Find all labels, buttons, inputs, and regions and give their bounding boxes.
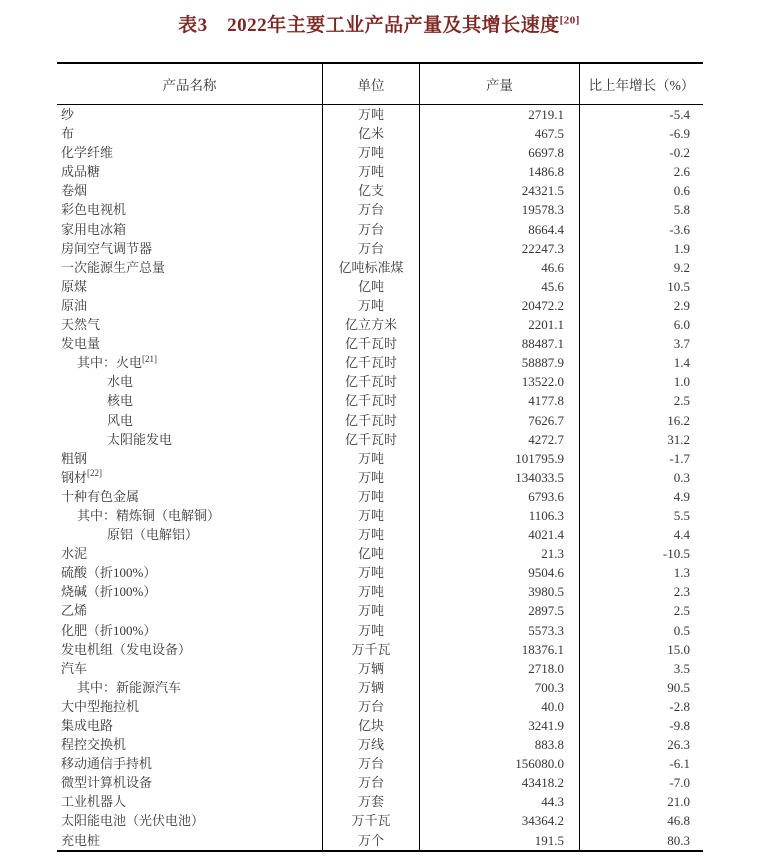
table-row <box>57 582 703 601</box>
cell-growth: 2.5 <box>673 603 690 619</box>
table-row <box>57 372 703 391</box>
product-name-text: 彩色电视机 <box>61 202 127 218</box>
table-row <box>57 621 703 640</box>
cell-unit: 万个 <box>323 831 420 850</box>
table-row <box>57 468 703 487</box>
cell-unit: 亿吨标准煤 <box>323 258 420 277</box>
header-unit: 单位 <box>323 64 420 104</box>
cell-product-name <box>57 811 323 830</box>
cell-product-name <box>57 296 323 315</box>
cell-product-name <box>57 792 323 811</box>
table-row <box>57 220 703 239</box>
cell-output: 88487.1 <box>420 334 580 353</box>
cell-product-name <box>57 659 323 678</box>
table-row <box>57 334 703 353</box>
cell-unit: 亿米 <box>323 124 420 143</box>
product-name-text: 其中：新能源汽车 <box>77 679 182 695</box>
page-title <box>0 10 758 37</box>
product-name-text: 集成电路 <box>61 718 114 733</box>
product-name-text: 核电 <box>107 393 134 409</box>
cell-unit: 万吨 <box>323 105 420 124</box>
product-name-text: 水泥 <box>61 546 88 562</box>
product-name-text: 乙烯 <box>61 603 88 619</box>
cell-growth: 10.5 <box>667 278 690 294</box>
cell-unit: 万吨 <box>323 563 420 582</box>
product-name-text: 房间空气调节器 <box>61 240 153 256</box>
cell-output: 22247.3 <box>420 239 580 258</box>
product-name-text: 移动通信手持机 <box>61 756 153 772</box>
table-row <box>57 831 703 850</box>
cell-growth: 5.5 <box>673 507 690 523</box>
cell-product-name <box>57 678 323 697</box>
table-row <box>57 449 703 468</box>
cell-unit: 亿千瓦时 <box>323 411 420 430</box>
cell-unit: 万吨 <box>323 449 420 468</box>
cell-product-name <box>57 449 323 468</box>
table-row <box>57 563 703 582</box>
table-row <box>57 487 703 506</box>
cell-output: 2719.1 <box>420 105 580 124</box>
cell-output: 467.5 <box>420 124 580 143</box>
cell-output: 3980.5 <box>420 582 580 601</box>
cell-growth: 5.8 <box>673 202 690 218</box>
cell-product-name: 钢材 [22] <box>57 468 323 487</box>
product-name-text: 家用电冰箱 <box>61 221 127 237</box>
cell-growth: -10.5 <box>662 546 690 562</box>
cell-output: 21.3 <box>420 544 580 563</box>
cell-output: 101795.9 <box>420 449 580 468</box>
product-name-text: 微型计算机设备 <box>61 775 153 791</box>
cell-growth: 2.3 <box>673 584 690 600</box>
cell-growth: -0.2 <box>669 145 690 161</box>
cell-unit: 亿千瓦时 <box>323 430 420 449</box>
cell-output: 18376.1 <box>420 640 580 659</box>
cell-output: 8664.4 <box>420 220 580 239</box>
cell-output: 700.3 <box>420 678 580 697</box>
product-name-text: 发电量 <box>61 336 101 352</box>
cell-output: 44.3 <box>420 792 580 811</box>
table-row <box>57 659 703 678</box>
product-name-text: 充电桩 <box>61 832 101 848</box>
cell-product-name <box>57 200 323 219</box>
cell-product-name <box>57 563 323 582</box>
product-name-text: 原煤 <box>61 278 88 294</box>
table-body <box>57 105 703 850</box>
cell-unit: 万台 <box>323 200 420 219</box>
cell-output: 6793.6 <box>420 487 580 506</box>
cell-unit: 万吨 <box>323 506 420 525</box>
cell-unit: 万吨 <box>323 162 420 181</box>
cell-output: 5573.3 <box>420 621 580 640</box>
cell-growth: 16.2 <box>667 412 690 428</box>
cell-growth: 4.4 <box>673 527 690 543</box>
cell-growth: 15.0 <box>667 641 690 657</box>
cell-product-name <box>57 143 323 162</box>
cell-growth: -7.0 <box>669 775 690 791</box>
table-row <box>57 258 703 277</box>
cell-output: 45.6 <box>420 277 580 296</box>
cell-unit: 万辆 <box>323 659 420 678</box>
cell-growth: 1.9 <box>673 240 690 256</box>
table-row <box>57 239 703 258</box>
cell-product-name <box>57 831 323 850</box>
cell-unit: 亿立方米 <box>323 315 420 334</box>
cell-product-name <box>57 544 323 563</box>
cell-growth: 3.5 <box>673 660 690 676</box>
cell-growth: 0.3 <box>673 469 690 485</box>
cell-output: 40.0 <box>420 697 580 716</box>
cell-unit: 万台 <box>323 773 420 792</box>
cell-product-name <box>57 773 323 792</box>
cell-growth: 9.2 <box>673 259 690 275</box>
cell-unit: 亿吨 <box>323 544 420 563</box>
table-row <box>57 105 703 124</box>
table-row <box>57 143 703 162</box>
table-row <box>57 811 703 830</box>
product-name-text: 纱 <box>61 107 75 122</box>
cell-growth: 46.8 <box>667 813 690 829</box>
cell-output: 3241.9 <box>420 716 580 735</box>
product-name-text: 钢材 <box>61 469 88 485</box>
cell-product-name <box>57 430 323 449</box>
product-name-text: 风电 <box>107 412 134 428</box>
cell-output: 2718.0 <box>420 659 580 678</box>
product-name-text: 化学纤维 <box>61 145 114 161</box>
cell-product-name <box>57 525 323 544</box>
cell-output: 2897.5 <box>420 601 580 620</box>
cell-growth: 31.2 <box>667 431 690 447</box>
product-name-text: 太阳能电池（光伏电池） <box>61 813 205 829</box>
product-name-text: 布 <box>61 126 75 142</box>
cell-output: 7626.7 <box>420 411 580 430</box>
cell-product-name <box>57 411 323 430</box>
product-name-text: 一次能源生产总量 <box>61 259 166 275</box>
cell-unit: 亿支 <box>323 181 420 200</box>
product-name-text: 发电机组（发电设备） <box>61 641 192 657</box>
cell-product-name <box>57 334 323 353</box>
table-row <box>57 124 703 143</box>
product-name-text: 原油 <box>61 297 88 313</box>
product-name-text: 天然气 <box>61 317 101 333</box>
cell-product-name <box>57 716 323 735</box>
cell-growth: -3.6 <box>669 221 690 237</box>
product-name-text: 太阳能发电 <box>107 431 173 447</box>
cell-growth: 4.9 <box>673 488 690 504</box>
cell-product-name <box>57 105 323 124</box>
cell-unit: 万吨 <box>323 582 420 601</box>
cell-output: 4177.8 <box>420 391 580 410</box>
product-name-text: 十种有色金属 <box>61 488 140 504</box>
header-growth: 比上年增长（%） <box>588 78 695 93</box>
table-row <box>57 754 703 773</box>
cell-growth: 3.7 <box>673 336 690 352</box>
header-product-name: 产品名称 <box>57 64 323 104</box>
cell-unit: 亿吨 <box>323 277 420 296</box>
table-row <box>57 601 703 620</box>
cell-output: 13522.0 <box>420 372 580 391</box>
page-title-text: 表3 2022年主要工业产品产量及其增长速度 <box>178 15 560 36</box>
cell-product-name <box>57 181 323 200</box>
cell-output: 134033.5 <box>420 468 580 487</box>
cell-growth: -9.8 <box>669 718 690 733</box>
cell-unit: 万线 <box>323 735 420 754</box>
product-name-text: 成品糖 <box>61 164 101 180</box>
table-row <box>57 315 703 334</box>
cell-output: 6697.8 <box>420 143 580 162</box>
cell-output: 43418.2 <box>420 773 580 792</box>
cell-growth: 1.4 <box>673 355 690 371</box>
cell-unit: 万台 <box>323 220 420 239</box>
cell-unit: 万台 <box>323 697 420 716</box>
cell-output: 156080.0 <box>420 754 580 773</box>
cell-growth: 90.5 <box>667 679 690 695</box>
cell-product-name <box>57 735 323 754</box>
product-name-text: 粗钢 <box>61 450 88 466</box>
cell-product-name <box>57 621 323 640</box>
cell-unit: 万台 <box>323 239 420 258</box>
product-name-text: 其中：火电 <box>77 355 143 371</box>
industrial-products-table <box>57 62 703 852</box>
cell-unit: 亿千瓦时 <box>323 334 420 353</box>
cell-unit: 万吨 <box>323 601 420 620</box>
cell-growth: -5.4 <box>669 107 690 122</box>
page-title-footnote-ref: [20] <box>559 14 580 27</box>
cell-growth: 1.3 <box>673 565 690 581</box>
cell-output: 883.8 <box>420 735 580 754</box>
cell-output: 58887.9 <box>420 353 580 372</box>
table-row <box>57 506 703 525</box>
cell-product-name <box>57 220 323 239</box>
table-row <box>57 544 703 563</box>
cell-growth: 2.6 <box>673 164 690 180</box>
cell-output: 46.6 <box>420 258 580 277</box>
cell-unit: 万台 <box>323 754 420 773</box>
cell-unit: 亿千瓦时 <box>323 391 420 410</box>
cell-product-name <box>57 277 323 296</box>
table-row <box>57 773 703 792</box>
table-row <box>57 353 703 372</box>
table-row <box>57 735 703 754</box>
cell-growth: -2.8 <box>669 698 690 714</box>
cell-product-name <box>57 124 323 143</box>
cell-unit: 万吨 <box>323 296 420 315</box>
product-name-text: 汽车 <box>61 660 88 676</box>
table-row <box>57 678 703 697</box>
cell-output: 1486.8 <box>420 162 580 181</box>
product-name-text: 程控交换机 <box>61 737 127 753</box>
table-row <box>57 296 703 315</box>
cell-growth: 0.6 <box>673 183 690 199</box>
cell-unit: 万吨 <box>323 468 420 487</box>
table-header-row <box>57 64 703 105</box>
cell-output: 4272.7 <box>420 430 580 449</box>
product-name-text: 硫酸（折100%） <box>61 565 157 581</box>
cell-product-name <box>57 162 323 181</box>
product-name-text: 水电 <box>107 374 134 390</box>
product-name-text: 工业机器人 <box>61 794 127 810</box>
table-row <box>57 697 703 716</box>
cell-product-name <box>57 601 323 620</box>
product-name-text: 原铝（电解铝） <box>107 527 199 543</box>
table-row <box>57 411 703 430</box>
cell-growth: -6.9 <box>669 126 690 142</box>
table-row <box>57 162 703 181</box>
cell-growth: -6.1 <box>669 756 690 772</box>
cell-growth: 2.9 <box>673 297 690 313</box>
cell-growth: 21.0 <box>667 794 690 810</box>
product-name-text: 化肥（折100%） <box>61 622 157 638</box>
product-name-text: 卷烟 <box>61 183 88 199</box>
cell-unit: 万千瓦 <box>323 640 420 659</box>
table-row <box>57 640 703 659</box>
cell-unit: 亿千瓦时 <box>323 353 420 372</box>
cell-growth: 26.3 <box>667 737 690 753</box>
cell-output: 24321.5 <box>420 181 580 200</box>
cell-output: 34364.2 <box>420 811 580 830</box>
cell-growth: 2.5 <box>673 393 690 409</box>
cell-growth: 1.0 <box>673 374 690 390</box>
table-row <box>57 277 703 296</box>
cell-product-name <box>57 640 323 659</box>
cell-output: 9504.6 <box>420 563 580 582</box>
table-row <box>57 181 703 200</box>
cell-product-name <box>57 239 323 258</box>
cell-product-name <box>57 582 323 601</box>
cell-product-name <box>57 506 323 525</box>
product-name-text: 烧碱（折100%） <box>61 584 157 600</box>
cell-growth: 80.3 <box>667 832 690 848</box>
product-name-text: 其中：精炼铜（电解铜） <box>77 507 221 523</box>
table-row <box>57 525 703 544</box>
cell-product-name: 其中：火电 [21] <box>57 353 323 372</box>
cell-unit: 万辆 <box>323 678 420 697</box>
cell-growth: 6.0 <box>673 317 690 333</box>
cell-output: 19578.3 <box>420 200 580 219</box>
cell-product-name <box>57 487 323 506</box>
table-row <box>57 430 703 449</box>
cell-unit: 亿千瓦时 <box>323 372 420 391</box>
product-name-text: 大中型拖拉机 <box>61 698 140 714</box>
cell-output: 2201.1 <box>420 315 580 334</box>
table-row <box>57 716 703 735</box>
cell-unit: 万吨 <box>323 143 420 162</box>
cell-unit: 万吨 <box>323 487 420 506</box>
table-row <box>57 391 703 410</box>
cell-product-name <box>57 391 323 410</box>
cell-growth: 0.5 <box>673 622 690 638</box>
cell-unit: 万套 <box>323 792 420 811</box>
table-row <box>57 792 703 811</box>
cell-output: 4021.4 <box>420 525 580 544</box>
cell-product-name <box>57 754 323 773</box>
cell-product-name <box>57 315 323 334</box>
cell-product-name <box>57 697 323 716</box>
header-output: 产量 <box>420 64 580 104</box>
cell-unit: 万吨 <box>323 621 420 640</box>
cell-product-name <box>57 372 323 391</box>
cell-unit: 亿块 <box>323 716 420 735</box>
cell-output: 20472.2 <box>420 296 580 315</box>
cell-growth: -1.7 <box>669 450 690 466</box>
cell-product-name <box>57 258 323 277</box>
cell-unit: 万吨 <box>323 525 420 544</box>
cell-output: 191.5 <box>420 831 580 850</box>
table-row <box>57 200 703 219</box>
cell-output: 1106.3 <box>420 506 580 525</box>
cell-unit: 万千瓦 <box>323 811 420 830</box>
